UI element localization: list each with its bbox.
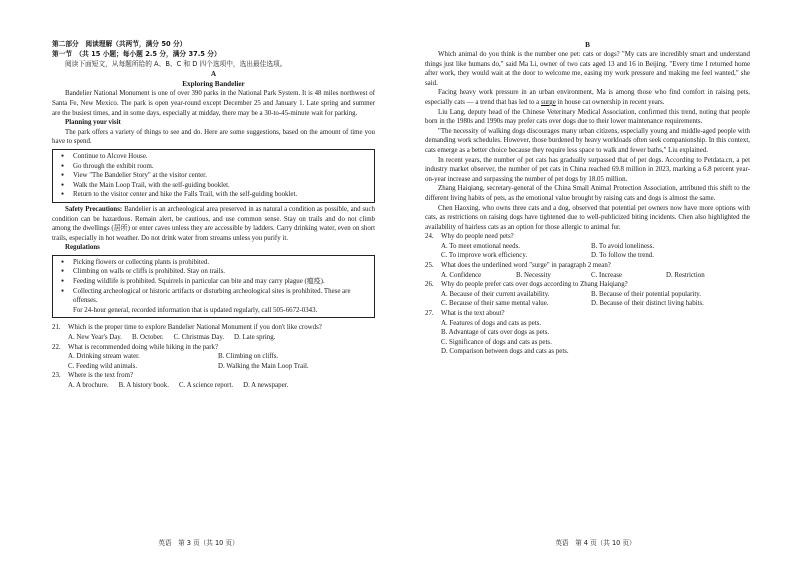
list-item: ● Go through the exhibit room. <box>59 162 370 172</box>
question-number: 25. <box>425 262 434 270</box>
answer-option[interactable]: D. Because of their distinct living habits. <box>591 300 704 308</box>
answer-option[interactable]: D. Late spring. <box>234 334 276 342</box>
safety-heading: Safety Precautions: <box>65 205 123 213</box>
page-4 <box>397 0 794 561</box>
question-26 <box>425 280 750 309</box>
list-item: ● View "The Bandelier Story" at the visitor center. <box>59 171 370 181</box>
answer-option[interactable]: C. To improve work efficiency. <box>441 252 528 260</box>
list-item: ● Continue to Alcove House. <box>59 152 370 162</box>
answer-option[interactable]: B. Climbing on cliffs. <box>218 353 279 361</box>
passage-paragraph: In recent years, the number of pet cats has gradually surpassed that of pet dogs. According to Petdata.cn, a pet industry market observer, the number of pet cats in China reached 69.8 million in 2023, marking a 6.8 percent year-on-year increase and surpassing the number of pet dogs by 18.05 million. <box>425 156 750 183</box>
answer-option[interactable]: D. Restriction <box>666 271 705 279</box>
list-item: ● Feeding wildlife is prohibited. Squirrels in particular can bite and may carry plague (瘟疫). <box>59 277 370 287</box>
answer-option[interactable]: B. Because of their potential popularity. <box>591 290 701 298</box>
question-stem: What is recommended doing while hiking in the park? <box>68 343 219 351</box>
answer-option[interactable]: D. Walking the Main Loop Trail. <box>218 362 309 370</box>
passage-paragraph: Liu Lang, deputy head of the Chinese Veterinary Medical Association, confirmed this trend, noting that people born in the 1980s and 1990s may prefer cats over dogs due to their lower maintenance requirements. <box>425 108 750 126</box>
answer-option[interactable]: C. Increase <box>591 271 622 279</box>
answer-option[interactable]: B. October. <box>132 334 164 342</box>
question-number: 22. <box>52 343 61 351</box>
passage-paragraph: Bandelier National Monument is one of over 390 parks in the National Park System. It is 48 miles northwest of Santa Fe, New Mexico. The park is open year-round except December 25 and January 1. Late spring and summer are the busiest times, and in some days, especially at midday, there may be a 30-to-45-minute wait for parking. <box>52 90 375 117</box>
answer-option[interactable]: A. New Year's Day. <box>68 334 122 342</box>
answer-option[interactable]: C. Significance of dogs and cats as pets. <box>441 338 552 346</box>
question-21 <box>52 323 375 342</box>
question-number: 23. <box>52 372 61 380</box>
question-number: 21. <box>52 324 61 332</box>
answer-option[interactable]: C. A science report. <box>178 382 234 390</box>
answer-option[interactable]: C. Because of their same mental value. <box>441 300 549 308</box>
visit-heading: Planning your visit <box>65 119 121 127</box>
safety-paragraph <box>52 205 375 243</box>
answer-option[interactable]: A. Drinking stream water. <box>68 353 140 361</box>
question-24 <box>425 232 750 261</box>
answer-option[interactable]: A. Features of dogs and cats as pets. <box>441 319 542 327</box>
answer-option[interactable]: B. To avoid loneliness. <box>591 242 655 250</box>
answer-option[interactable]: D. To follow the trend. <box>591 252 654 260</box>
passage-paragraph: The park offers a variety of things to see and do. Here are some suggestions, based on the amount of time you have to spend. <box>52 128 375 146</box>
question-27 <box>425 309 750 357</box>
passage-label-b: B <box>585 41 590 49</box>
underlined-word-surge: surge <box>540 98 556 106</box>
answer-option[interactable]: B. Advantage of cats over dogs as pets. <box>441 329 550 337</box>
passage-paragraph: Zhang Haiqiang, secretary-general of the China Small Animal Protection Association, attributed this shift to the different living habits of pets, as the emotional value brought by raising cats and dogs is almost the same. <box>425 185 750 202</box>
regulations-box <box>52 255 375 319</box>
answer-option[interactable]: D. A newspaper. <box>243 382 289 390</box>
question-stem: Which is the proper time to explore Bandelier National Monument if you don't like crowds? <box>68 324 322 332</box>
question-stem: What is the text about? <box>441 310 505 318</box>
list-item: ● Collecting archeological or historic artifacts or disturbing archeological sites is prohibited. These are offenses. <box>59 287 370 306</box>
passage-label-a: A <box>210 70 217 79</box>
answer-option[interactable]: A. Confidence <box>441 271 482 279</box>
safety-text: Bandelier is an archeological area preserved in as natural a condition as possible, and such condition can be hazardous. Remain alert, be cautious, and use common sense. Stay on trails and do not climb among the dwellings (居所) or enter caves unless they are accessible by ladders. Carry drinking water, even on short trails, especially in hot weather. Do not drink water from streams unless you purify it. <box>52 205 376 242</box>
passage-paragraph: "The necessity of walking dogs discourages many urban citizens, especially young and middle-aged people with demanding work schedules. However, those burdened by heavy workloads often seek companionship. In this context, cats emerge as a better choice because they require less space to walk and fewer baths," Liu explained. <box>425 127 750 154</box>
question-number: 27. <box>425 310 434 318</box>
list-item: ● Walk the Main Loop Trail, with the self-guiding booklet. <box>59 181 370 191</box>
passage-paragraph: Which animal do you think is the number one pet: cats or dogs? "My cats are incredibly smart and understand things just like humans do," said Ma Li, owner of two cats aged 13 and 16 in Beijing. "Every time I returned home after work, they would wait at the door to welcome me, easing my work pressure and making me feel wanted," she said. <box>425 51 750 87</box>
question-number: 24. <box>425 233 434 241</box>
question-25 <box>425 261 750 280</box>
question-number: 26. <box>425 281 434 289</box>
list-item: ● Return to the visitor center and hike the Falls Trail, with the self-guiding booklet. <box>59 190 370 200</box>
answer-option[interactable]: D. Comparison between dogs and cats as pets. <box>441 348 569 356</box>
question-stem: Where is the text from? <box>68 372 134 380</box>
answer-option[interactable]: B. Necessity <box>516 271 551 279</box>
list-item: ● Climbing on walls or cliffs is prohibited. Stay on trails. <box>59 267 370 277</box>
question-stem: Why do people prefer cats over dogs according to Zhang Haiqiang? <box>441 281 628 289</box>
answer-option[interactable]: B. A history book. <box>118 382 169 390</box>
answer-option[interactable]: C. Christmas Day. <box>173 334 225 342</box>
instruction: 阅读下面短文，从每题所给的 A、B、C 和 D 四个选项中，选出最佳选项。 <box>65 59 287 68</box>
passage-title: Exploring Bandelier <box>182 80 245 89</box>
regulations-heading: Regulations <box>65 244 100 252</box>
question-stem: Why do people need pets? <box>441 233 514 241</box>
regulation-note: For 24-hour general, recorded information that is updated regularly, call 505-6672-0343. <box>73 306 318 314</box>
question-stem: What does the underlined word "surge" in paragraph 2 mean? <box>441 262 611 270</box>
question-23 <box>52 371 375 390</box>
passage-paragraph-surge: Facing heavy work pressure in an urban environment, Ma is among those who find comfort in raising pets, especially cats — a trend that has led to a surge in house cat ownership in recent years. <box>425 89 750 106</box>
visit-suggestions-box <box>52 149 375 203</box>
answer-option[interactable]: C. Feeding wild animals. <box>68 362 138 370</box>
page-footer: 英语 第 4 页（共 10 页） <box>555 539 636 548</box>
passage-paragraph: Chen Haoxing, who owns three cats and a dog, observed that potential pet owners now have more options with cats, as restrictions on raising dogs have tightened due to well-publicized biting incidents. Chen also highlighted the availability of hairless cats as an option for those allergic to animal fur. <box>425 204 750 231</box>
answer-option[interactable]: A. Because of their current availability. <box>441 290 550 298</box>
page-footer: 英语 第 3 页（共 10 页） <box>158 539 239 548</box>
question-22 <box>52 343 375 372</box>
answer-option[interactable]: A. To meet emotional needs. <box>441 242 520 250</box>
list-item: ● Picking flowers or collecting plants is prohibited. <box>59 258 370 268</box>
section-title: 第一节 （共 15 小题；每小题 2.5 分，满分 37.5 分） <box>52 49 221 58</box>
part-title: 第二部分 阅读理解（共两节，满分 50 分） <box>52 40 187 48</box>
answer-option[interactable]: A. A brochure. <box>68 382 109 390</box>
